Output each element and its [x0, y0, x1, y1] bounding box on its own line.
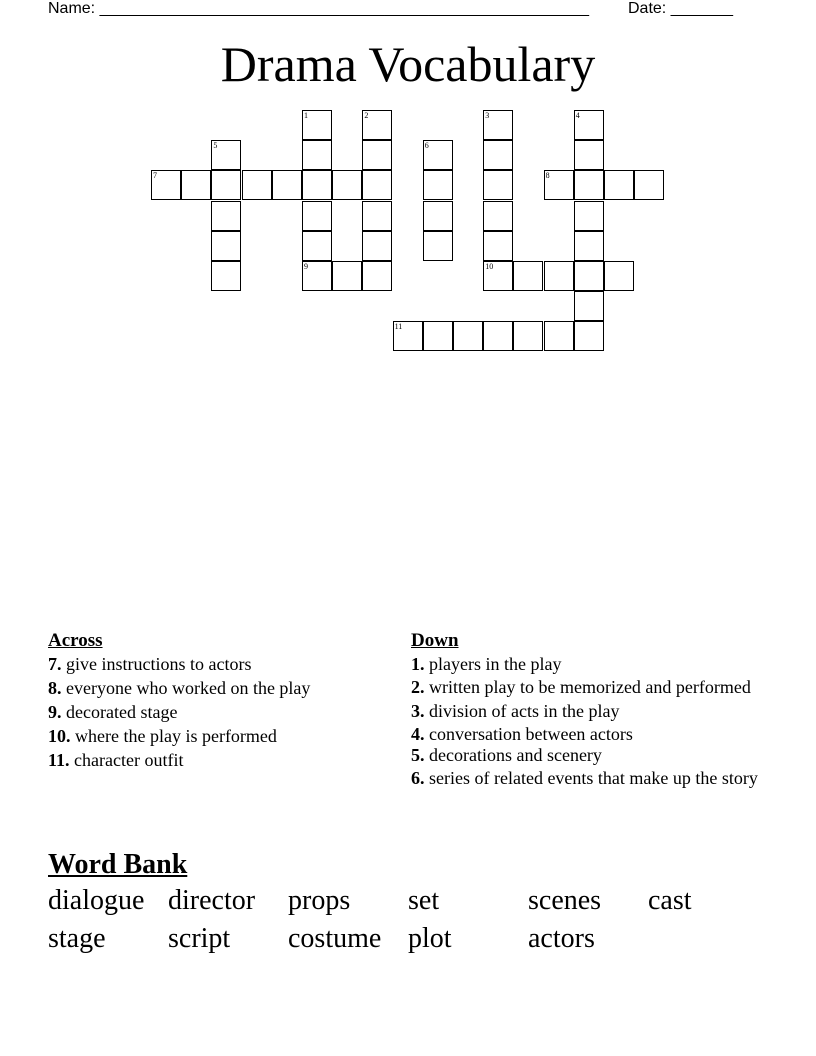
clue-text: everyone who worked on the play: [61, 678, 311, 698]
clue-text: written play to be memorized and performed: [424, 677, 751, 697]
cell-number: 8: [545, 171, 550, 181]
crossword-cell-5[interactable]: [211, 140, 241, 170]
word-bank: [48, 848, 748, 958]
crossword-cell[interactable]: [423, 231, 453, 261]
word-bank-word: actors: [528, 923, 595, 954]
crossword-cell[interactable]: [513, 261, 543, 291]
clue-number: 5.: [411, 745, 425, 765]
crossword-cell[interactable]: [302, 170, 332, 200]
crossword-cell[interactable]: [242, 170, 272, 200]
word-bank-word: set: [408, 885, 440, 916]
clue-down-3: [411, 701, 761, 722]
crossword-cell[interactable]: [574, 261, 604, 291]
crossword-cell[interactable]: [574, 201, 604, 231]
word-bank-word: props: [288, 885, 351, 916]
cell-number: 2: [364, 111, 369, 120]
crossword-cell[interactable]: [362, 261, 392, 291]
crossword-cell[interactable]: [574, 140, 604, 170]
crossword-cell-10[interactable]: [483, 261, 513, 291]
cell-number: 10: [485, 262, 494, 271]
crossword-cell[interactable]: [181, 170, 211, 200]
cell-number: 9: [304, 262, 308, 271]
crossword-cell[interactable]: [302, 231, 332, 261]
crossword-cell[interactable]: [211, 170, 241, 200]
word-bank-word: director: [168, 885, 256, 916]
clue-across-8: [48, 678, 388, 699]
clue-number: 3.: [411, 701, 425, 721]
clue-across-9: [48, 702, 388, 723]
crossword-cell[interactable]: [453, 321, 483, 351]
crossword-cell[interactable]: [574, 231, 604, 261]
crossword-cell[interactable]: [483, 201, 513, 231]
clue-number: 2.: [411, 677, 425, 697]
crossword-cell[interactable]: [362, 140, 392, 170]
crossword-cell-9[interactable]: [302, 261, 332, 291]
clue-down-2: [411, 677, 761, 698]
across-clues: [48, 630, 388, 774]
clue-down-1: [411, 654, 761, 675]
crossword-cell[interactable]: [483, 140, 513, 170]
clue-across-11: [48, 750, 388, 771]
word-bank-heading: Word Bank: [48, 849, 188, 880]
cell-number: 4: [575, 111, 580, 120]
word-bank-word: plot: [408, 923, 452, 954]
crossword-cell[interactable]: [362, 201, 392, 231]
clue-text: decorated stage: [61, 702, 178, 722]
clue-number: 8.: [48, 678, 62, 698]
clue-across-10: [48, 726, 388, 747]
crossword-cell[interactable]: [362, 231, 392, 261]
crossword-cell-8[interactable]: [544, 170, 574, 200]
crossword-cell[interactable]: [332, 261, 362, 291]
across-heading: Across: [48, 630, 103, 651]
crossword-cell[interactable]: [604, 170, 634, 200]
clue-number: 11.: [48, 750, 70, 770]
clue-text: conversation between actors: [424, 724, 633, 744]
clue-text: give instructions to actors: [61, 654, 252, 674]
crossword-cell-1[interactable]: [302, 110, 332, 140]
crossword-cell[interactable]: [272, 170, 302, 200]
word-bank-word: dialogue: [48, 885, 145, 916]
crossword-cell[interactable]: [483, 231, 513, 261]
clue-number: 7.: [48, 654, 62, 674]
crossword-cell[interactable]: [362, 170, 392, 200]
word-bank-word: stage: [48, 923, 106, 954]
cell-number: 11: [394, 322, 403, 332]
crossword-cell[interactable]: [302, 140, 332, 170]
crossword-cell[interactable]: [544, 321, 574, 351]
crossword-cell[interactable]: [302, 201, 332, 231]
crossword-cell-3[interactable]: [483, 110, 513, 140]
crossword-cell[interactable]: [423, 201, 453, 231]
crossword-cell[interactable]: [211, 261, 241, 291]
crossword-cell[interactable]: [574, 291, 604, 321]
down-clues: [411, 630, 761, 792]
crossword-grid: [0, 0, 816, 400]
word-bank-word: script: [168, 923, 231, 954]
clue-text: series of related events that make up the story: [424, 768, 758, 788]
clue-text: players in the play: [424, 654, 562, 674]
crossword-cell[interactable]: [211, 231, 241, 261]
clue-number: 4.: [411, 724, 425, 744]
clue-down-5: [411, 745, 761, 766]
date-field[interactable]: Date: _______: [628, 0, 733, 17]
clue-text: where the play is performed: [70, 726, 277, 746]
word-bank-list: [48, 882, 748, 958]
clue-across-7: [48, 654, 388, 675]
cell-number: 6: [424, 141, 429, 151]
clue-text: decorations and scenery: [424, 745, 602, 765]
page-title: Drama Vocabulary: [220, 36, 596, 92]
clue-down-4: [411, 724, 761, 745]
cell-number: 3: [485, 111, 490, 120]
crossword-cell-11[interactable]: [393, 321, 423, 351]
crossword-cell[interactable]: [634, 170, 664, 200]
crossword-cell-7[interactable]: [151, 170, 181, 200]
cell-number: 1: [304, 111, 308, 120]
word-bank-word: costume: [288, 923, 382, 954]
crossword-cell[interactable]: [423, 170, 453, 200]
clue-down-6: [411, 768, 761, 789]
crossword-cell[interactable]: [483, 321, 513, 351]
crossword-cell-6[interactable]: [423, 140, 453, 170]
crossword-cell[interactable]: [332, 170, 362, 200]
clue-number: 10.: [48, 726, 71, 746]
clue-text: division of acts in the play: [424, 701, 620, 721]
crossword-cell-4[interactable]: [574, 110, 604, 140]
crossword-cell[interactable]: [211, 201, 241, 231]
clue-text: character outfit: [69, 750, 184, 770]
crossword-cell[interactable]: [423, 321, 453, 351]
crossword-cell[interactable]: [604, 261, 634, 291]
crossword-cell[interactable]: [574, 321, 604, 351]
crossword-cell[interactable]: [544, 261, 574, 291]
crossword-cell[interactable]: [574, 170, 604, 200]
clue-number: 9.: [48, 702, 62, 722]
name-field[interactable]: Name: _______________________________________________________: [48, 0, 589, 17]
word-bank-word: scenes: [528, 885, 602, 916]
cell-number: 7: [153, 171, 157, 181]
cell-number: 5: [213, 141, 218, 151]
crossword-cell[interactable]: [483, 170, 513, 200]
crossword-cell[interactable]: [513, 321, 543, 351]
word-bank-word: cast: [648, 885, 692, 916]
down-heading: Down: [411, 630, 459, 651]
crossword-cell-2[interactable]: [362, 110, 392, 140]
clue-number: 6.: [411, 768, 425, 788]
clue-number: 1.: [411, 654, 425, 674]
